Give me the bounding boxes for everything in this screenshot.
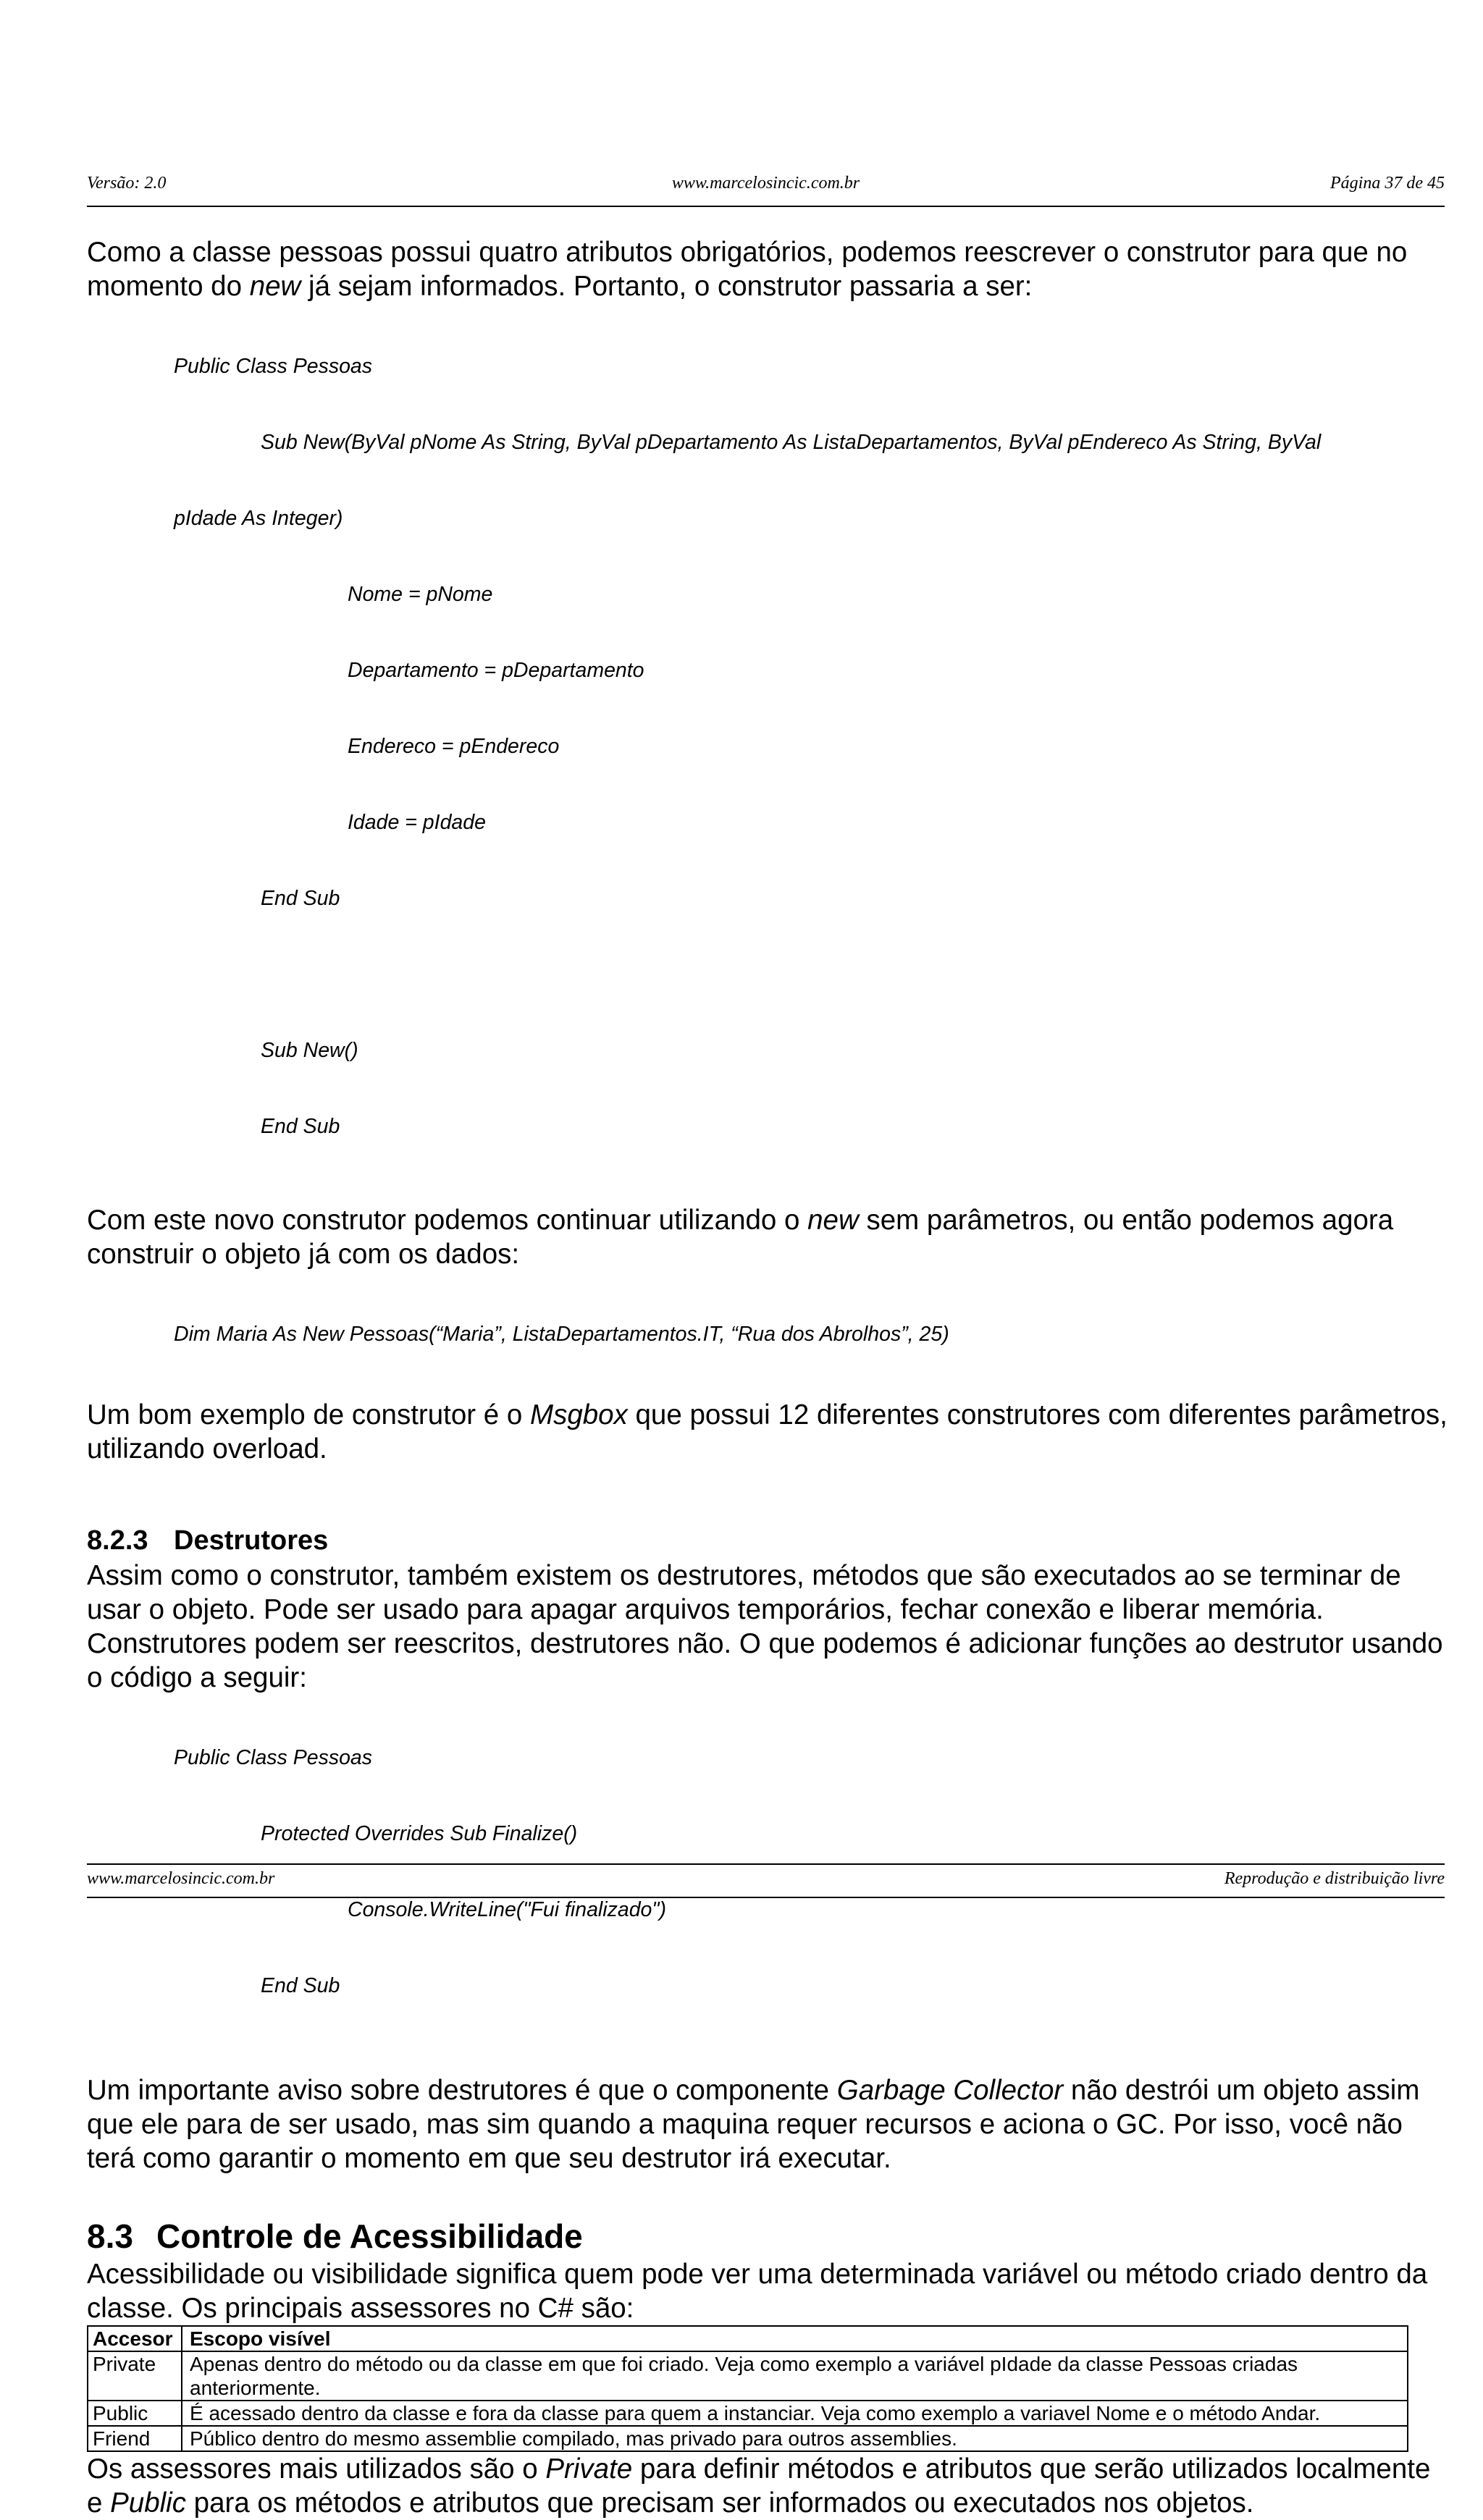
table-cell: Friend xyxy=(88,2426,182,2451)
p3-emphasis: Garbage Collector xyxy=(836,2075,1064,2106)
code-line: Idade = pIdade xyxy=(348,811,486,834)
paragraph-msgbox xyxy=(87,1398,1448,1466)
acessibilidade-paragraph-2 xyxy=(87,2452,1448,2520)
table-cell: Private xyxy=(88,2351,182,2401)
code-block-constructor xyxy=(87,303,1448,1190)
section-title: Destrutores xyxy=(174,1525,329,1556)
code-line: Sub New() xyxy=(261,1039,358,1062)
code-line: Sub New(ByVal pNome As String, ByVal pDepartamento As ListaDepartamentos, ByVal pEndereco As String, ByVal xyxy=(261,431,1322,454)
code-line: Endereco = pEndereco xyxy=(348,735,560,758)
code-line: Departamento = pDepartamento xyxy=(348,659,644,682)
code-line: Nome = pNome xyxy=(348,583,493,606)
page-content xyxy=(87,235,1448,2520)
p2-text-c: para os métodos e atributos que precisam ser informados ou executados nos objetos. xyxy=(185,2487,1254,2519)
accessor-table xyxy=(87,2325,1408,2452)
section-heading-acessibilidade xyxy=(87,2215,1448,2257)
table-row xyxy=(88,2351,1408,2401)
intro-text-a: Como a classe pessoas possui quatro atributos obrigatórios, podemos reescrever o construtor para que no momento do xyxy=(87,237,1408,302)
table-row xyxy=(88,2401,1408,2426)
p3-text-b: não destrói um objeto assim que ele para de ser usado, mas sim quando a maquina requer recursos e aciona o GC. Por isso, você não terá como garantir o momento em que seu destrutor irá executar. xyxy=(87,2075,1420,2174)
p2-emphasis-private: Private xyxy=(545,2453,633,2485)
destrutores-paragraph-3 xyxy=(87,2073,1448,2175)
destrutores-paragraph-2: Construtores podem ser reescritos, destrutores não. O que podemos é adicionar funções ao destrutor usando o código a seguir: xyxy=(87,1628,1443,1693)
page-number: Página 37 de 45 xyxy=(1330,174,1445,193)
section-number: 8.3 xyxy=(87,2217,133,2255)
para2-text-a: Com este novo construtor podemos continuar utilizando o xyxy=(87,1205,808,1236)
table-cell: Público dentro do mesmo assemblie compilado, mas privado para outros assemblies. xyxy=(182,2426,1408,2451)
p3-text-a: Um importante aviso sobre destrutores é que o componente xyxy=(87,2075,837,2106)
version-label: Versão: 2.0 xyxy=(87,174,167,193)
footer-site: www.marcelosincic.com.br xyxy=(87,1869,275,1888)
para3-text-a: Um bom exemplo de construtor é o xyxy=(87,1399,530,1430)
table-cell: Apenas dentro do método ou da classe em que foi criado. Veja como exemplo a variável pIdade da classe Pessoas criadas anteriormente. xyxy=(182,2351,1408,2401)
code-line: Console.WriteLine("Fui finalizado") xyxy=(348,1898,666,1921)
code-line: End Sub xyxy=(261,1974,340,1997)
intro-text-b: já sejam informados. Portanto, o construtor passaria a ser: xyxy=(301,271,1033,302)
code-line: End Sub xyxy=(261,887,340,910)
page-footer xyxy=(87,1863,1445,1898)
p2-emphasis-public: Public xyxy=(110,2487,186,2519)
destrutores-paragraph-1: Assim como o construtor, também existem os destrutores, métodos que são executados ao se terminar de usar o objeto. Pode ser usado para apagar arquivos temporários, fechar conexão e liberar memória. xyxy=(87,1560,1401,1625)
footer-license: Reprodução e distribuição livre xyxy=(1224,1869,1445,1888)
p2-text-a: Os assessores mais utilizados são o xyxy=(87,2453,546,2485)
table-header-cell: Escopo visível xyxy=(182,2326,1408,2351)
section-number: 8.2.3 xyxy=(87,1525,148,1556)
table-header-row xyxy=(88,2326,1408,2351)
intro-paragraph xyxy=(87,235,1448,303)
para2-text-b: sem parâmetros, ou então podemos agora construir o objeto já com os dados: xyxy=(87,1205,1394,1270)
para3-text-b: que possui 12 diferentes construtores com diferentes parâmetros, utilizando overload. xyxy=(87,1399,1448,1465)
table-cell: É acessado dentro da classe e fora da classe para quem a instanciar. Veja como exemplo a variavel Nome e o método Andar. xyxy=(182,2401,1408,2426)
table-header-cell: Accesor xyxy=(88,2326,182,2351)
code-line: Public Class Pessoas xyxy=(174,1746,373,1769)
section-heading-destrutores xyxy=(87,1522,1448,1559)
header-site: www.marcelosincic.com.br xyxy=(671,174,860,193)
code-line: Public Class Pessoas xyxy=(174,355,373,378)
para2-emphasis: new xyxy=(807,1205,859,1236)
intro-emphasis: new xyxy=(249,271,301,302)
acessibilidade-paragraph-1: Acessibilidade ou visibilidade significa quem pode ver uma determinada variável ou método criado dentro da classe. Os principais assessores no C# são: xyxy=(87,2259,1428,2324)
section-title: Controle de Acessibilidade xyxy=(156,2217,583,2255)
code-line: End Sub xyxy=(261,1115,340,1138)
code-line: Protected Overrides Sub Finalize() xyxy=(261,1822,578,1845)
p2-text-b: para definir métodos e atributos que serão utilizados localmente e xyxy=(87,2453,1431,2519)
para3-emphasis: Msgbox xyxy=(530,1399,628,1430)
table-row xyxy=(88,2426,1408,2451)
code-block-example xyxy=(87,1271,1448,1398)
table-cell: Public xyxy=(88,2401,182,2426)
paragraph-new-constructor xyxy=(87,1203,1448,1271)
code-line: Dim Maria As New Pessoas(“Maria”, ListaDepartamentos.IT, “Rua dos Abrolhos”, 25) xyxy=(174,1323,949,1346)
page-header xyxy=(87,171,1445,207)
code-line: pIdade As Integer) xyxy=(174,507,343,530)
